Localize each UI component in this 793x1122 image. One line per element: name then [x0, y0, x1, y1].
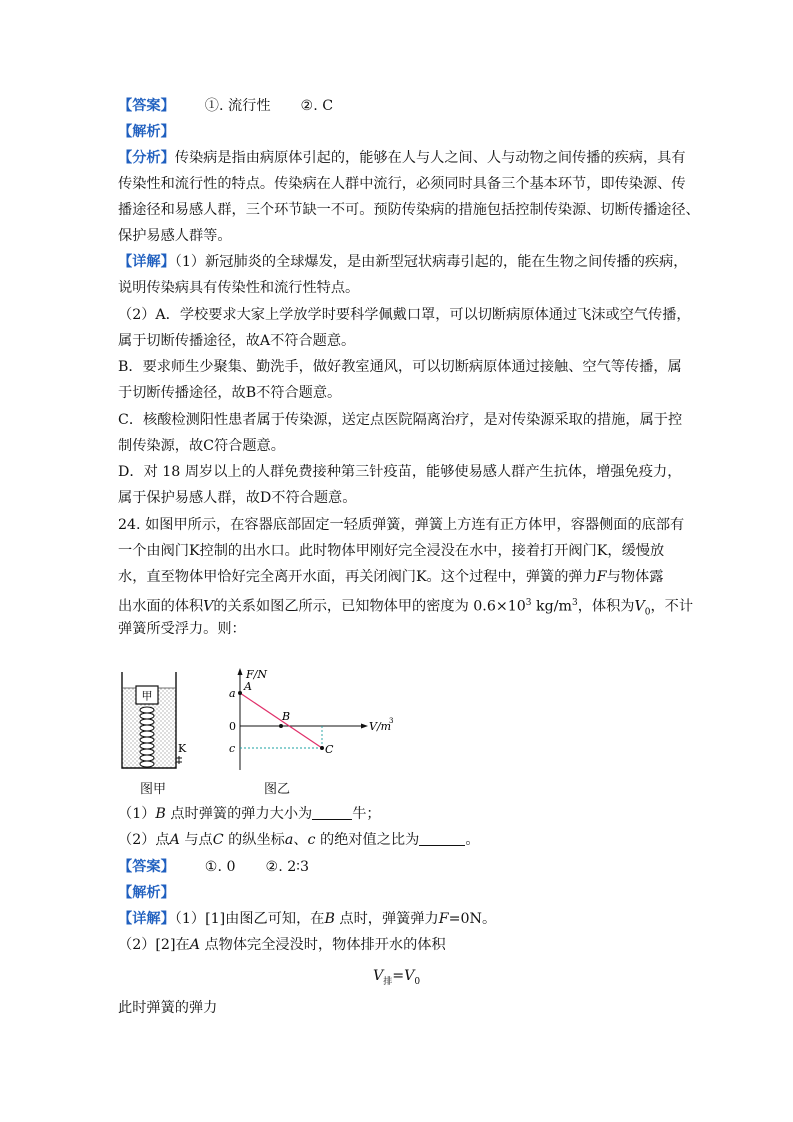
y-axis-arrow [238, 668, 243, 675]
figure-jia-caption: 图甲 [140, 782, 167, 797]
q23-fenxi-line-2: 传染性和流行性的特点。传染病在人群中流行，必须同时具备三个基本环节，即传染源、传 [118, 176, 686, 192]
q23-analysis-heading [118, 122, 175, 142]
answer-blank-1[interactable] [312, 805, 352, 820]
q23-fenxi-line-4: 保护易感人群等。 [118, 228, 232, 244]
q24-stem-line-4: 出水面的体积V的关系如图乙所示，已知物体甲的密度为 $0.6\times 10^3$ $kg/m^3$，体积为$V_0$，不计 [118, 598, 694, 618]
valve-k-label: K [178, 742, 187, 755]
q23-detail-line-2: 说明传染病具有传染性和流行性特点。 [118, 280, 360, 296]
q23-fenxi-line-3: 播途径和易感人群，三个环节缺一不可。预防传染病的措施包括控制传染源、切断传播途径、 [118, 202, 700, 218]
q24-stem-line-1: 24. 如图甲所示，在容器底部固定一轻质弹簧，弹簧上方连有正方体甲，容器侧面的底部有 [118, 517, 685, 533]
detail-tag: 【详解】 [118, 911, 175, 927]
q23-detail-line-3: （2）A．学校要求大家上学放学时要科学佩戴口罩，可以切断病原体通过飞沫或空气传播， [118, 307, 691, 323]
x-axis-exp: 3 [389, 717, 394, 725]
analysis-tag: 【解析】 [118, 885, 175, 901]
q23-detail-line-9: D．对 18 周岁以上的人群免费接种第三针疫苗，能够使易感人群产生抗体，增强免疫力， [118, 464, 682, 480]
q23-detail-line-7: C．核酸检测阳性患者属于传染源，送定点医院隔离治疗，是对传染源采取的措施，属于控 [118, 412, 683, 428]
answer-tag: 【答案】 [118, 859, 175, 875]
q24-detail-line-1: 【详解】（1）[1]由图乙可知，在B 点时，弹簧弹力F=0N。 [118, 911, 497, 927]
point-label-c: C [325, 743, 334, 756]
q23-detail-line-10: 属于保护易感人群，故D不符合题意。 [118, 490, 357, 506]
q24-detail-last-line: 此时弹簧的弹力 [118, 1000, 218, 1016]
q24-analysis-heading [118, 883, 175, 903]
q23-detail-line-6: 于切断传播途径，故B不符合题意。 [118, 385, 342, 401]
tick-label-c: c [229, 742, 236, 755]
figure-yi-caption: 图乙 [264, 782, 291, 797]
chart-point-c [320, 746, 324, 750]
chart-point-a [238, 691, 242, 695]
analysis-tag: 【解析】 [118, 124, 175, 140]
q24-stem-line-2: 一个由阀门K控制的出水口。此时物体甲刚好完全浸没在水中，接着打开阀门K，缓慢放 [118, 543, 665, 559]
figure-jia [118, 670, 190, 772]
answer-1: ①. 流行性 [204, 98, 271, 114]
answer-2: ②. C [300, 98, 334, 114]
formula-v-pai: $V_排=V_0$ [373, 968, 421, 987]
x-axis-arrow [361, 724, 368, 729]
x-axis-label: V/m [369, 720, 392, 733]
origin-label: 0 [229, 720, 236, 733]
answer-blank-2[interactable] [419, 831, 465, 846]
q24-sub-question-2: （2）点A 与点C 的纵坐标a、c 的绝对值之比为 。 [118, 832, 480, 848]
chart-point-b [279, 724, 283, 728]
q23-detail-line-1: 【详解】（1）新冠肺炎的全球爆发，是由新型冠状病毒引起的，能在生物之间传播的疾病， [118, 254, 688, 270]
q24-detail-line-2: （2）[2]在A 点物体完全浸没时，物体排开水的体积 [118, 937, 446, 953]
q23-detail-line-5: B．要求师生少聚集、勤洗手，做好教室通风，可以切断病原体通过接触、空气等传播，属 [118, 359, 682, 375]
answer-tag: 【答案】 [118, 98, 175, 114]
q23-detail-line-4: 属于切断传播途径，故A不符合题意。 [118, 333, 356, 349]
line-a-to-c [240, 693, 322, 748]
answer-1: ①. 0 [204, 859, 236, 875]
answer-2: ②. 2∶3 [265, 859, 310, 875]
point-label-b: B [282, 710, 291, 723]
q24-stem-line-3: 水，直至物体甲恰好完全离开水面，再关闭阀门K。这个过程中，弹簧的弹力F与物体露 [118, 569, 664, 585]
q24-sub-question-1: （1）B 点时弹簧的弹力大小为 牛； [118, 806, 381, 822]
q23-answer-line [118, 96, 333, 116]
detail-tag: 【详解】 [118, 254, 175, 270]
q24-answer-line [118, 857, 309, 877]
q23-fenxi-line-1: 【分析】传染病是指由病原体引起的，能够在人与人之间、人与动物之间传播的疾病，具有 [118, 150, 686, 166]
figure-yi-chart [226, 666, 396, 778]
fenxi-tag: 【分析】 [118, 150, 175, 166]
block-jia-label: 甲 [141, 689, 153, 703]
q24-stem-line-5: 弹簧所受浮力。则： [118, 621, 246, 637]
point-label-a: A [244, 680, 252, 693]
q23-detail-line-8: 制传染源，故C符合题意。 [118, 438, 285, 454]
tick-label-a: a [229, 687, 236, 700]
y-axis-label: F/N [246, 668, 267, 681]
